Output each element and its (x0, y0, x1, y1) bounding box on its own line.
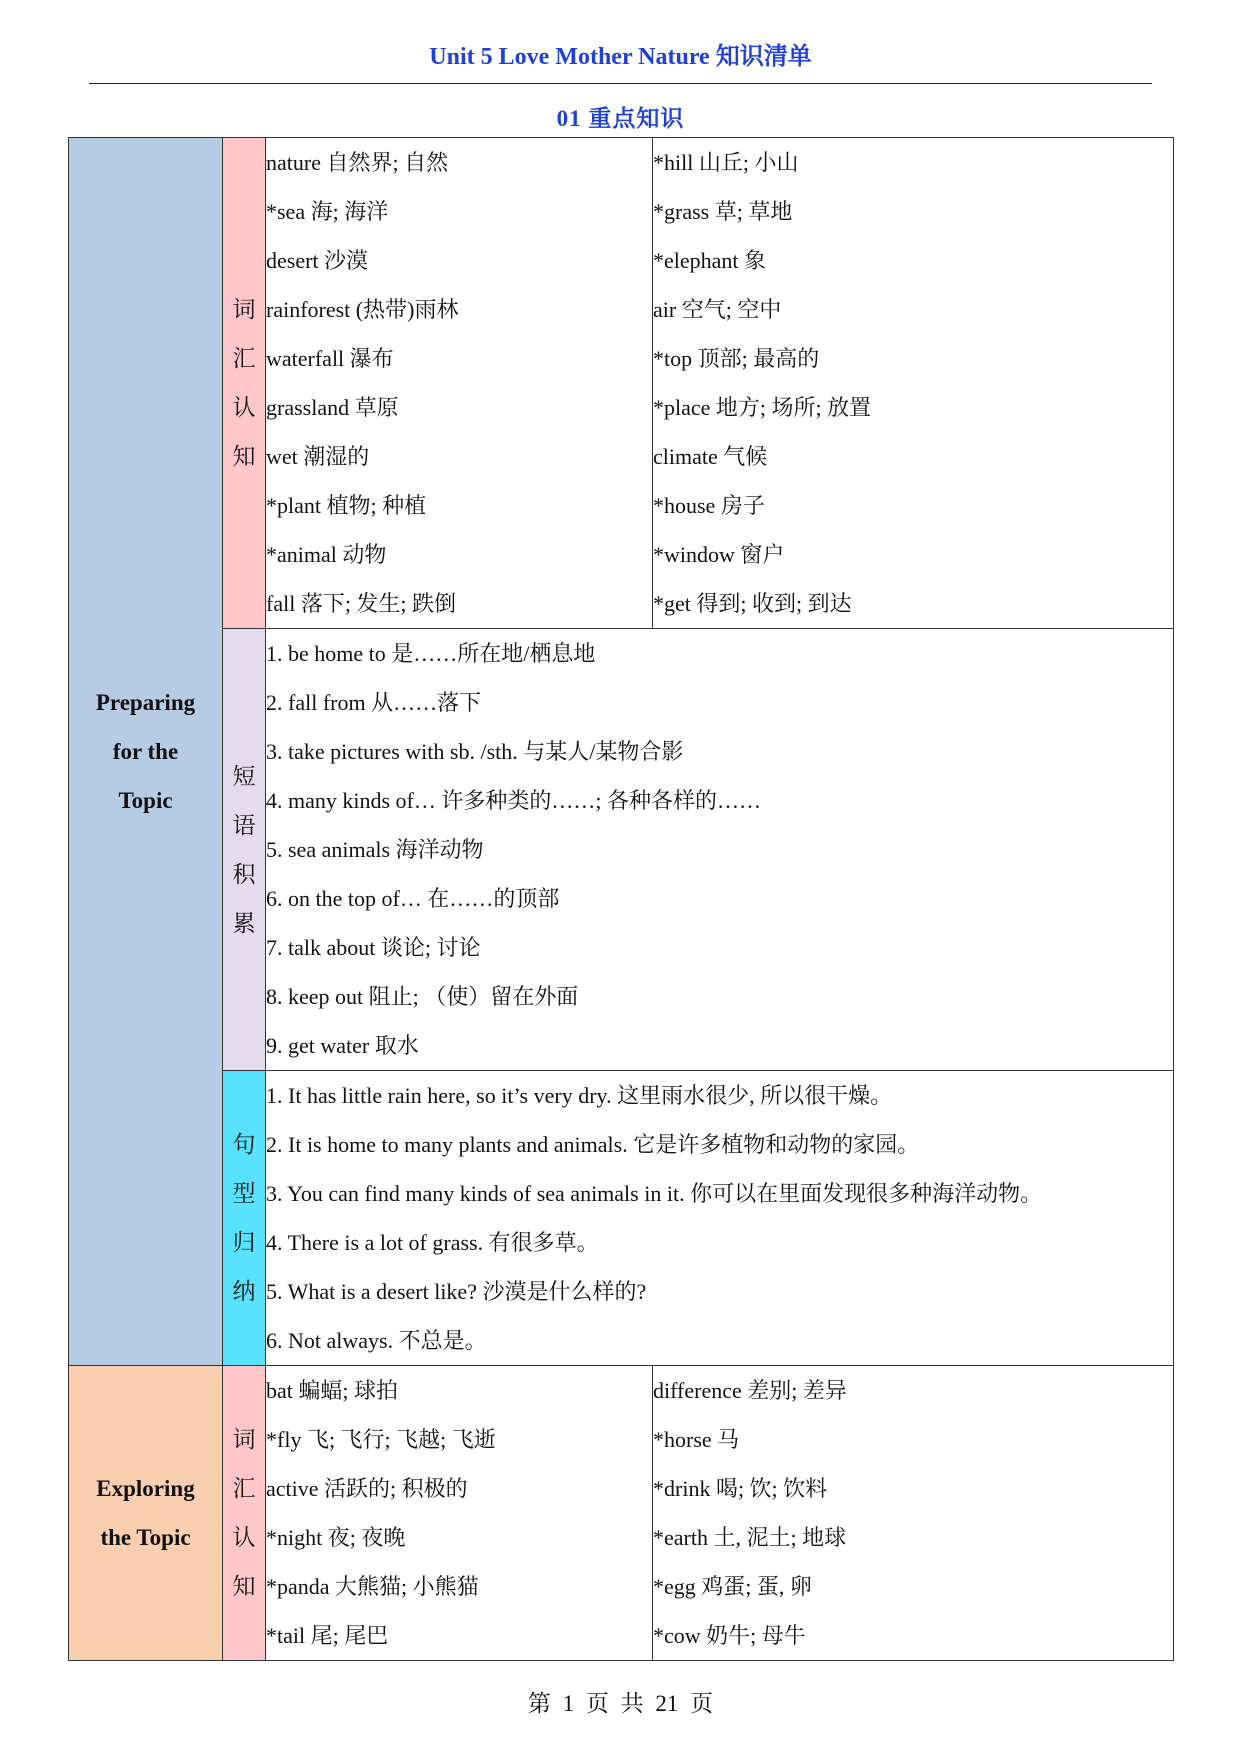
vocab-item: *elephant 象 (653, 248, 767, 273)
subcategory-sentences (223, 1071, 266, 1366)
vocab-item: *night 夜; 夜晚 (266, 1525, 406, 1550)
vocab-item: *get 得到; 收到; 到达 (653, 591, 852, 616)
phrase-item: 1. be home to 是……所在地/栖息地 (266, 641, 596, 666)
vocab-item: desert 沙漠 (266, 248, 369, 273)
phrase-item: 9. get water 取水 (266, 1033, 419, 1058)
vocab-item: fall 落下; 发生; 跌倒 (266, 591, 457, 616)
phrase-item: 2. fall from 从……落下 (266, 690, 482, 715)
sentence-item: 2. It is home to many plants and animals. 它是许多植物和动物的家园。 (266, 1132, 920, 1157)
category-preparing (69, 138, 223, 1366)
vocab-item: *hill 山丘; 小山 (653, 150, 799, 175)
phrase-item: 7. talk about 谈论; 讨论 (266, 935, 481, 960)
exploring-vocab-row (69, 1366, 1174, 1661)
vocab-list-left (266, 138, 653, 629)
preparing-phrase-row (69, 629, 1174, 1071)
subcategory-vocab (223, 1366, 266, 1661)
phrase-item: 5. sea animals 海洋动物 (266, 837, 484, 862)
vocab-item: *sea 海; 海洋 (266, 199, 389, 224)
phrase-item: 4. many kinds of… 许多种类的……; 各种各样的…… (266, 788, 761, 813)
vocab-item: grassland 草原 (266, 395, 399, 420)
vocab-item: *plant 植物; 种植 (266, 493, 427, 518)
vocab-item: climate 气候 (653, 444, 768, 469)
phrase-list (266, 629, 1174, 1071)
vocab-item: nature 自然界; 自然 (266, 150, 449, 175)
vocab-item: *cow 奶牛; 母牛 (653, 1623, 806, 1648)
preparing-vocab-row (69, 138, 1174, 629)
vocab-item: rainforest (热带)雨林 (266, 297, 459, 322)
category-label: Preparing for the Topic (95, 690, 196, 813)
vocab-item: *fly 飞; 飞行; 飞越; 飞逝 (266, 1427, 496, 1452)
vocab-item: *earth 土, 泥土; 地球 (653, 1525, 847, 1550)
vocab-item: bat 蝙蝠; 球拍 (266, 1378, 398, 1403)
vocab-list-right (653, 138, 1174, 629)
sentence-list (266, 1071, 1174, 1366)
vocab-item: waterfall 瀑布 (266, 346, 394, 371)
sentence-item: 1. It has little rain here, so it’s very dry. 这里雨水很少, 所以很干燥。 (266, 1083, 893, 1108)
preparing-sentence-row (69, 1071, 1174, 1366)
vocab-item: *house 房子 (653, 493, 765, 518)
vocab-item: wet 潮湿的 (266, 444, 370, 469)
subcategory-label: 短语积累 (232, 763, 256, 936)
vocab-item: *window 窗户 (653, 542, 785, 567)
vocab-item: *drink 喝; 饮; 饮料 (653, 1476, 828, 1501)
category-label: Exploring the Topic (96, 1476, 195, 1550)
vocab-item: *animal 动物 (266, 542, 387, 567)
subcategory-phrases (223, 629, 266, 1071)
vocab-item: *tail 尾; 尾巴 (266, 1623, 389, 1648)
vocab-item: *grass 草; 草地 (653, 199, 793, 224)
section-title: 01 重点知识 (556, 106, 685, 131)
title-divider (89, 83, 1152, 84)
knowledge-table (68, 137, 1174, 1661)
vocab-item: difference 差别; 差异 (653, 1378, 847, 1403)
page-number: 第 1 页 共 21 页 (527, 1691, 714, 1716)
vocab-item: *place 地方; 场所; 放置 (653, 395, 872, 420)
sentence-item: 6. Not always. 不总是。 (266, 1328, 487, 1353)
sentence-item: 4. There is a lot of grass. 有很多草。 (266, 1230, 599, 1255)
sentence-item: 3. You can find many kinds of sea animals in it. 你可以在里面发现很多种海洋动物。 (266, 1181, 1043, 1206)
subcategory-label: 句型归纳 (232, 1132, 256, 1304)
sentence-item: 5. What is a desert like? 沙漠是什么样的? (266, 1279, 647, 1304)
vocab-item: active 活跃的; 积极的 (266, 1476, 468, 1501)
vocab-item: air 空气; 空中 (653, 297, 782, 322)
subcategory-vocab (223, 138, 266, 629)
phrase-item: 3. take pictures with sb. /sth. 与某人/某物合影 (266, 739, 684, 764)
phrase-item: 6. on the top of… 在……的顶部 (266, 886, 560, 911)
category-exploring (69, 1366, 223, 1661)
vocab-item: *egg 鸡蛋; 蛋, 卵 (653, 1574, 812, 1599)
document-title: Unit 5 Love Mother Nature 知识清单 (429, 44, 812, 70)
vocab-item: *horse 马 (653, 1427, 740, 1452)
subcategory-label: 词汇认知 (232, 297, 256, 469)
vocab-list-right (653, 1366, 1174, 1661)
vocab-item: *panda 大熊猫; 小熊猫 (266, 1574, 479, 1599)
phrase-item: 8. keep out 阻止; （使）留在外面 (266, 984, 579, 1009)
subcategory-label: 词汇认知 (232, 1427, 256, 1599)
vocab-item: *top 顶部; 最高的 (653, 346, 820, 371)
vocab-list-left (266, 1366, 653, 1661)
